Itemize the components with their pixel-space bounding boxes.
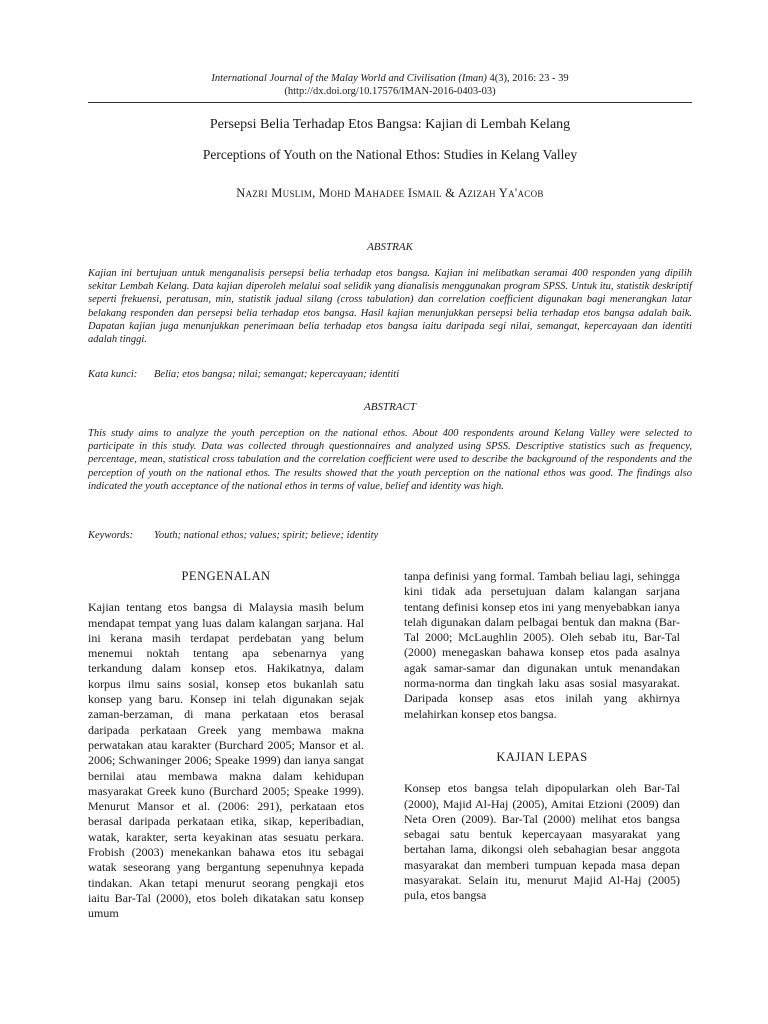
abstract-text: This study aims to analyze the youth perception on the national ethos. About 400 respondents around Kelang Valley were selected to participate in this study. Data was collected through questionnaires and analyzed using SPSS. Descriptive statistics such as frequency, percentage, mean, statistical cross tabulation and the correlation coefficient were used to describe the background of the respondents and the perception of youth on the national ethos. The results showed that the youth perception on the national ethos was good. The findings also indicated the youth acceptance of the national ethos in terms of value, belief and identity was high. [88, 428, 692, 492]
pengenalan-heading: PENGENALAN [181, 569, 271, 583]
title-malay: Persepsi Belia Terhadap Etos Bangsa: Kajian di Lembah Kelang [209, 117, 571, 132]
kajian-lepas-heading: KAJIAN LEPAS [496, 749, 588, 764]
journal-header [88, 72, 692, 98]
header-divider [88, 102, 692, 103]
doi-link[interactable]: (http://dx.doi.org/10.17576/IMAN-2016-0403-03) [284, 86, 496, 97]
title-english: Perceptions of Youth on the National Ethos: Studies in Kelang Valley [202, 147, 578, 162]
journal-issue: 4(3), 2016: 23 - 39 [486, 73, 569, 84]
abstract-keywords-label: Keywords: [88, 530, 134, 541]
left-column [88, 569, 364, 922]
continuation-text: tanpa definisi yang formal. Tambah beliau lagi, sehingga kini tidak ada persetujuan dalam kalangan sarjana tentang definisi konsep etos ini yang menyebabkan ianya telah digunakan dalam pelbagai bentuk dan makna (Bar-Tal 2000; McLaughlin 2005). Oleh sebab itu, Bar-Tal (2000) menegaskan bahawa konsep etos pada asalnya agak samar-samar dan digunakan untuk menandakan norma-norma dan tingkah laku asas sosial masyarakat. Daripada konsep asas etos inilah yang akhirnya melahirkan konsep etos bangsa. [404, 569, 680, 721]
abstrak-keywords-label: Kata kunci: [88, 369, 138, 380]
journal-name: International Journal of the Malay World and Civilisation (Iman) [211, 73, 487, 84]
authors: Nazri Muslim, Mohd Mahadee Ismail & Azizah Ya'acob [236, 186, 544, 200]
kajian-lepas-text: Konsep etos bangsa telah dipopularkan oleh Bar-Tal (2000), Majid Al-Haj (2005), Amitai Etzioni (2009) dan Neta Oren (2009). Bar-Tal (2000) melihat etos bangsa sebagai satu bentuk kepercayaan masyarakat yang bertahan lama, dikongsi oleh sebahagian besar anggota masyarakat dan memberi tumpuan kepada masa depan masyarakat. Selain itu, menurut Majid Al-Haj (2005) pula, etos bangsa [404, 781, 680, 903]
abstract-keywords [88, 530, 692, 541]
right-column [404, 569, 680, 904]
abstract-heading: ABSTRACT [364, 401, 416, 413]
abstrak-keywords [88, 369, 692, 380]
abstrak-heading: ABSTRAK [367, 241, 413, 253]
abstract-keywords-value: Youth; national ethos; values; spirit; believe; identity [154, 530, 379, 541]
abstrak-keywords-value: Belia; etos bangsa; nilai; semangat; kepercayaan; identiti [154, 369, 400, 380]
pengenalan-text: Kajian tentang etos bangsa di Malaysia masih belum mendapat tempat yang luas dalam kalangan sarjana. Hal ini kerana masih terdapat perdebatan yang belum menemui noktah tentang apa sebenarnya yang terkandung dalam konsep etos. Hakikatnya, dalam korpus ilmu sains sosial, konsep etos bukanlah satu konsep yang baru. Konsep ini telah digunakan sejak zaman-berzaman, di mana perkataan etos berasal daripada perkataan Greek yang membawa makna perwatakan atau karakter (Burchard 2005; Mansor et al. 2006; Schwaninger 2006; Speake 1999) dan ianya sangat bernilai atau membawa makna dalam kehidupan masyarakat Greek kuno (Burchard 2005; Speake 1999). Menurut Mansor et al. (2006: 291), perkataan etos berasal daripada perkataan etika, sikap, keperibadian, watak, karakter, serta keyakinan atas sesuatu perkara. Frobish (2003) menekankan bahawa etos itu sebagai watak seseorang yang bergantung sepenuhnya kepada tindakan. Akan tetapi menurut seorang pengkaji etos iaitu Bar-Tal (2000), etos boleh dikatakan satu konsep umum [88, 600, 364, 921]
abstrak-text: Kajian ini bertujuan untuk menganalisis persepsi belia terhadap etos bangsa. Kajian ini melibatkan seramai 400 responden yang dipilih sekitar Lembah Kelang. Data kajian diperoleh melalui soal selidik yang dianalisis menggunakan program SPSS. Untuk itu, statistik deskriptif seperti frekuensi, peratusan, min, statistik jadual silang (cross tabulation) dan correlation coefficient digunakan bagi menerangkan latar belakang responden dan persepsi belia terhadap etos bangsa. Hasil kajian menunjukkan persepsi belia terhadap etos bangsa adalah baik. Dapatan kajian juga menunjukkan penerimaan belia terhadap etos bangsa iaitu daripada segi nilai, semangat, kepercayaan dan identiti adalah tinggi. [88, 268, 692, 346]
